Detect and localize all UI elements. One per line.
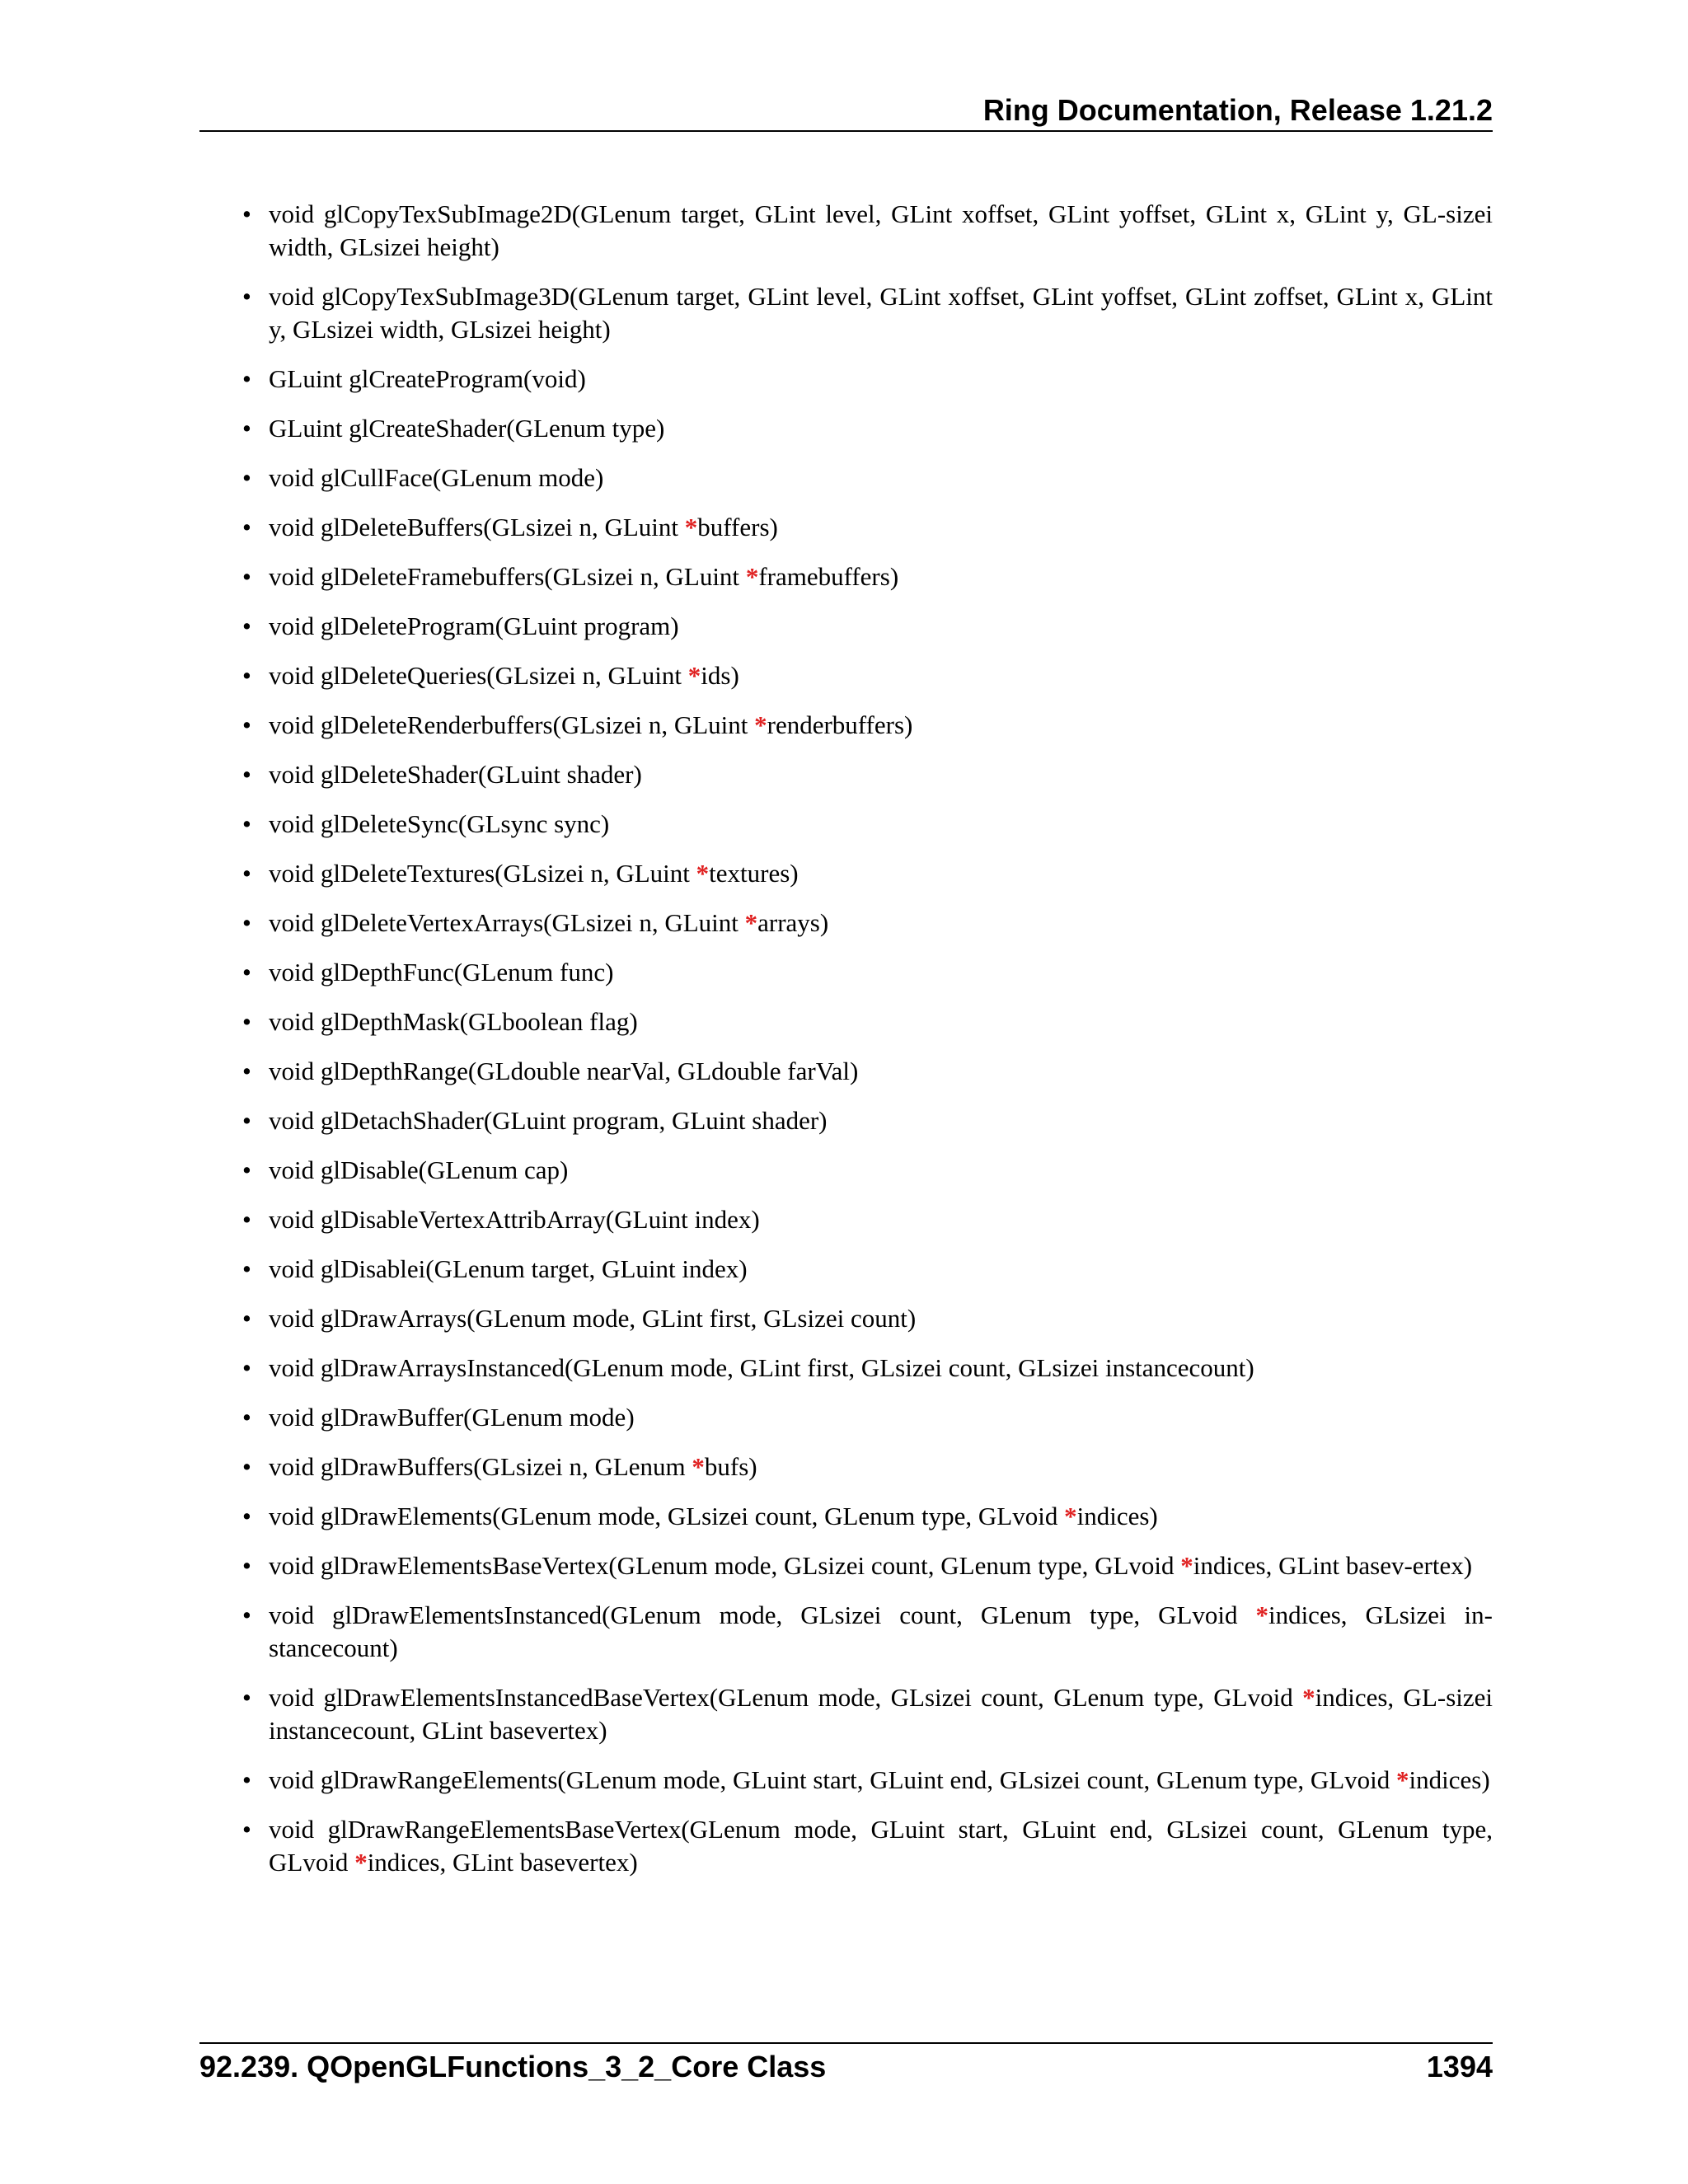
list-item bbox=[199, 1352, 1493, 1385]
signature-text: indices, GLint basev-ertex) bbox=[1193, 1551, 1473, 1580]
signature-text: void glDisablei(GLenum target, GLuint index) bbox=[269, 1254, 748, 1283]
signature-text: void glDeleteShader(GLuint shader) bbox=[269, 760, 642, 789]
signature-text: void glCopyTexSubImage2D(GLenum target, GLint level, GLint xoffset, GLint yoffset, GLint x, GLint y, GL-sizei width, GLsizei height) bbox=[269, 199, 1493, 261]
bullet-icon: • bbox=[242, 1057, 251, 1085]
bullet-icon: • bbox=[242, 513, 251, 541]
list-item bbox=[199, 956, 1493, 989]
list-item bbox=[199, 1599, 1493, 1665]
list-item bbox=[199, 1104, 1493, 1137]
signature-text: void glCopyTexSubImage3D(GLenum target, GLint level, GLint xoffset, GLint yoffset, GLint zoffset, GLint x, GLint y, GLsizei width, GLsizei height) bbox=[269, 282, 1493, 344]
signature-text: indices) bbox=[1409, 1765, 1490, 1794]
signature-text: indices, GLsizei in-stancecount) bbox=[269, 1601, 1493, 1662]
signature-text: textures) bbox=[709, 859, 799, 888]
running-header-title: Ring Documentation, Release 1.21.2 bbox=[982, 93, 1493, 127]
pointer-asterisk: * bbox=[1064, 1502, 1077, 1530]
list-item bbox=[199, 462, 1493, 494]
list-item bbox=[199, 1302, 1493, 1335]
list-item bbox=[199, 1005, 1493, 1038]
list-item bbox=[199, 1253, 1493, 1286]
signature-text: void glDepthRange(GLdouble nearVal, GLdouble farVal) bbox=[269, 1057, 859, 1085]
list-item bbox=[199, 1451, 1493, 1483]
signature-text: void glDeleteRenderbuffers(GLsizei n, GLuint bbox=[269, 710, 755, 739]
signature-text: void glDrawBuffer(GLenum mode) bbox=[269, 1403, 635, 1432]
list-item bbox=[199, 1681, 1493, 1747]
signature-text: void glDepthFunc(GLenum func) bbox=[269, 958, 614, 987]
signature-text: void glDrawRangeElementsBaseVertex(GLenum mode, GLuint start, GLuint end, GLsizei count, GLenum type, GLvoid bbox=[269, 1815, 1493, 1877]
pointer-asterisk: * bbox=[754, 710, 767, 739]
pointer-asterisk: * bbox=[1255, 1601, 1268, 1629]
signature-text: void glDeleteSync(GLsync sync) bbox=[269, 809, 610, 838]
signature-text: void glDrawElementsBaseVertex(GLenum mode, GLsizei count, GLenum type, GLvoid bbox=[269, 1551, 1181, 1580]
signature-text: indices) bbox=[1076, 1502, 1158, 1530]
list-item bbox=[199, 198, 1493, 264]
bullet-icon: • bbox=[242, 710, 251, 739]
pointer-asterisk: * bbox=[354, 1848, 368, 1877]
list-item bbox=[199, 1813, 1493, 1879]
signature-text: void glCullFace(GLenum mode) bbox=[269, 463, 604, 492]
signature-text: void glDrawElementsInstancedBaseVertex(GLenum mode, GLsizei count, GLenum type, GLvoid bbox=[269, 1683, 1303, 1712]
signature-text: bufs) bbox=[704, 1452, 757, 1481]
footer-section-title: 92.239. QOpenGLFunctions_3_2_Core Class bbox=[199, 2050, 827, 2083]
signature-text: void glDeleteVertexArrays(GLsizei n, GLuint bbox=[269, 908, 745, 937]
bullet-icon: • bbox=[242, 1403, 251, 1432]
bullet-icon: • bbox=[242, 958, 251, 987]
bullet-icon: • bbox=[242, 1106, 251, 1135]
bullet-icon: • bbox=[242, 760, 251, 789]
list-item bbox=[199, 1549, 1493, 1582]
bullet-icon: • bbox=[242, 1304, 251, 1333]
list-item bbox=[199, 511, 1493, 544]
signature-text: void glDrawElements(GLenum mode, GLsizei count, GLenum type, GLvoid bbox=[269, 1502, 1065, 1530]
function-signature-list bbox=[199, 198, 1493, 1879]
pointer-asterisk: * bbox=[1180, 1551, 1193, 1580]
signature-text: GLuint glCreateShader(GLenum type) bbox=[269, 414, 665, 443]
bullet-icon: • bbox=[242, 661, 251, 690]
list-item bbox=[199, 907, 1493, 940]
list-item bbox=[199, 808, 1493, 841]
pointer-asterisk: * bbox=[692, 1452, 705, 1481]
signature-text: void glDrawElementsInstanced(GLenum mode, GLsizei count, GLenum type, GLvoid bbox=[269, 1601, 1256, 1629]
bullet-icon: • bbox=[242, 1205, 251, 1234]
signature-text: arrays) bbox=[757, 908, 829, 937]
pointer-asterisk: * bbox=[684, 513, 698, 541]
list-item bbox=[199, 857, 1493, 890]
pointer-asterisk: * bbox=[696, 859, 710, 888]
list-item bbox=[199, 1203, 1493, 1236]
signature-text: void glDeleteFramebuffers(GLsizei n, GLuint bbox=[269, 562, 746, 591]
header-divider bbox=[199, 130, 1493, 132]
signature-text: void glDeleteQueries(GLsizei n, GLuint bbox=[269, 661, 688, 690]
list-item bbox=[199, 1500, 1493, 1533]
list-item bbox=[199, 1055, 1493, 1088]
list-item bbox=[199, 1154, 1493, 1187]
signature-text: void glDetachShader(GLuint program, GLuint shader) bbox=[269, 1106, 828, 1135]
list-item bbox=[199, 560, 1493, 593]
footer-divider bbox=[199, 2042, 1493, 2044]
signature-text: ids) bbox=[701, 661, 739, 690]
bullet-icon: • bbox=[242, 1683, 251, 1712]
list-item bbox=[199, 709, 1493, 742]
bullet-icon: • bbox=[242, 1765, 251, 1794]
signature-text: void glDeleteBuffers(GLsizei n, GLuint bbox=[269, 513, 685, 541]
pointer-asterisk: * bbox=[687, 661, 701, 690]
signature-text: GLuint glCreateProgram(void) bbox=[269, 364, 586, 393]
bullet-icon: • bbox=[242, 1815, 251, 1844]
signature-text: void glDrawBuffers(GLsizei n, GLenum bbox=[269, 1452, 692, 1481]
bullet-icon: • bbox=[242, 1353, 251, 1382]
signature-text: void glDisable(GLenum cap) bbox=[269, 1155, 569, 1184]
bullet-icon: • bbox=[242, 1254, 251, 1283]
signature-text: void glDrawArrays(GLenum mode, GLint first, GLsizei count) bbox=[269, 1304, 917, 1333]
bullet-icon: • bbox=[242, 809, 251, 838]
page-number: 1394 bbox=[1426, 2050, 1493, 2083]
bullet-icon: • bbox=[242, 364, 251, 393]
list-item bbox=[199, 659, 1493, 692]
bullet-icon: • bbox=[242, 1551, 251, 1580]
pointer-asterisk: * bbox=[744, 908, 758, 937]
signature-text: void glDrawRangeElements(GLenum mode, GLuint start, GLuint end, GLsizei count, GLenum type, GLvoid bbox=[269, 1765, 1397, 1794]
pointer-asterisk: * bbox=[745, 562, 759, 591]
pointer-asterisk: * bbox=[1302, 1683, 1315, 1712]
list-item bbox=[199, 1401, 1493, 1434]
bullet-icon: • bbox=[242, 463, 251, 492]
bullet-icon: • bbox=[242, 1601, 251, 1629]
signature-text: indices, GL-sizei instancecount, GLint basevertex) bbox=[269, 1683, 1493, 1745]
list-item bbox=[199, 610, 1493, 643]
signature-text: void glDeleteProgram(GLuint program) bbox=[269, 612, 679, 640]
signature-text: buffers) bbox=[697, 513, 778, 541]
bullet-icon: • bbox=[242, 908, 251, 937]
signature-text: void glDrawArraysInstanced(GLenum mode, GLint first, GLsizei count, GLsizei instancecount) bbox=[269, 1353, 1254, 1382]
bullet-icon: • bbox=[242, 1155, 251, 1184]
bullet-icon: • bbox=[242, 1502, 251, 1530]
bullet-icon: • bbox=[242, 859, 251, 888]
signature-text: framebuffers) bbox=[758, 562, 899, 591]
pointer-asterisk: * bbox=[1396, 1765, 1409, 1794]
page-body bbox=[199, 198, 1493, 1896]
list-item bbox=[199, 280, 1493, 346]
list-item bbox=[199, 363, 1493, 396]
bullet-icon: • bbox=[242, 1452, 251, 1481]
signature-text: indices, GLint basevertex) bbox=[367, 1848, 638, 1877]
bullet-icon: • bbox=[242, 1007, 251, 1036]
list-item bbox=[199, 1764, 1493, 1797]
bullet-icon: • bbox=[242, 199, 251, 228]
bullet-icon: • bbox=[242, 282, 251, 311]
bullet-icon: • bbox=[242, 612, 251, 640]
signature-text: void glDisableVertexAttribArray(GLuint index) bbox=[269, 1205, 760, 1234]
list-item bbox=[199, 758, 1493, 791]
signature-text: renderbuffers) bbox=[767, 710, 913, 739]
signature-text: void glDepthMask(GLboolean flag) bbox=[269, 1007, 638, 1036]
bullet-icon: • bbox=[242, 414, 251, 443]
list-item bbox=[199, 412, 1493, 445]
signature-text: void glDeleteTextures(GLsizei n, GLuint bbox=[269, 859, 696, 888]
bullet-icon: • bbox=[242, 562, 251, 591]
